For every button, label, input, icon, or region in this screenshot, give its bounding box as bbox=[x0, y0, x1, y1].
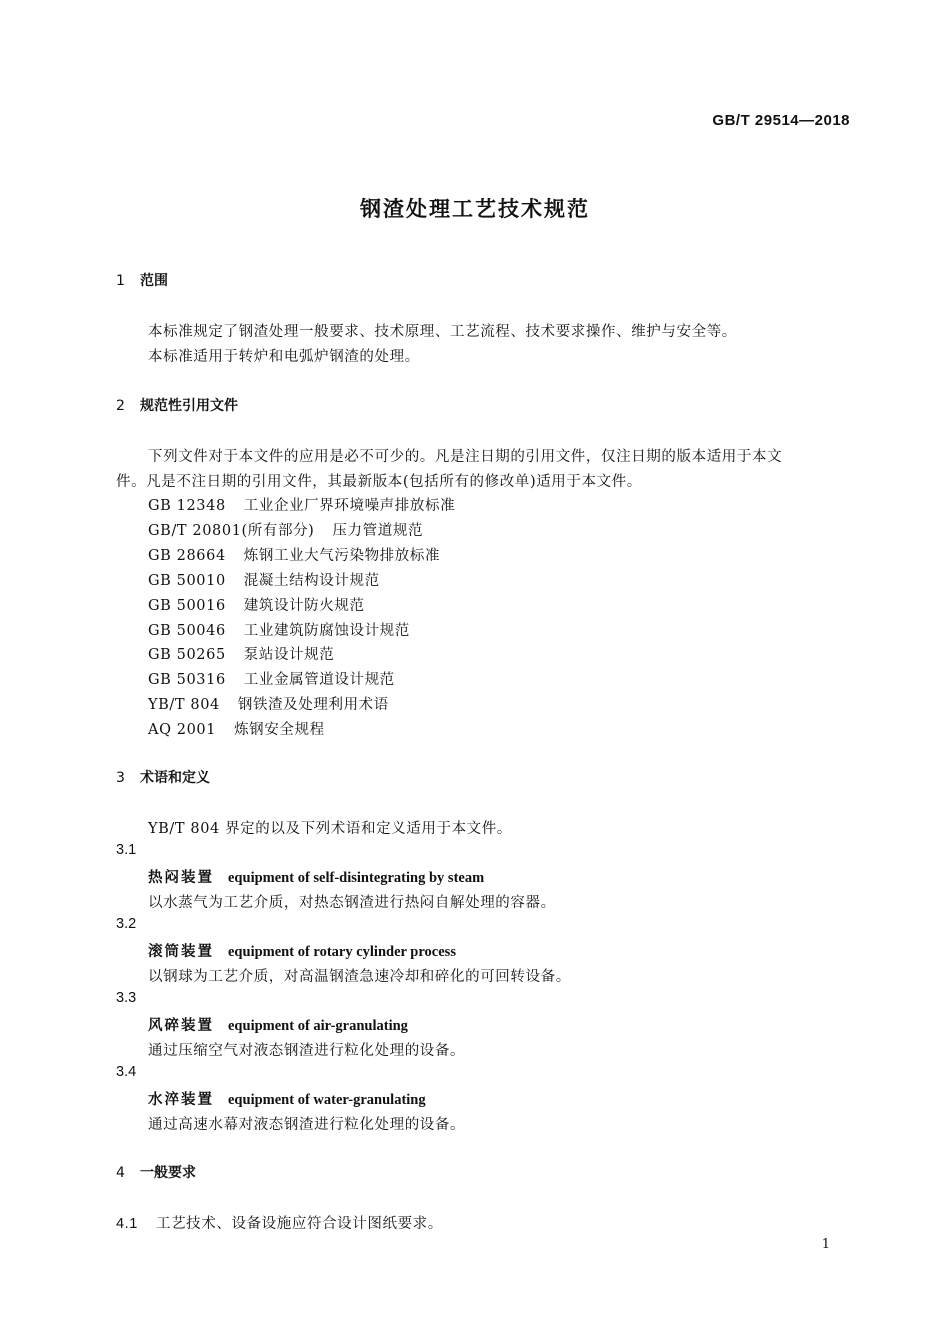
term-number: 3.3 bbox=[116, 990, 137, 1006]
section-heading-2 bbox=[116, 395, 238, 415]
reference-item bbox=[148, 494, 455, 515]
page-number: 1 bbox=[821, 1237, 830, 1252]
term-number: 3.1 bbox=[116, 842, 137, 858]
reference-title: 混凝土结构设计规范 bbox=[243, 573, 380, 589]
reference-item bbox=[148, 643, 334, 664]
section-heading-1 bbox=[116, 270, 168, 290]
term-english: equipment of self-disintegrating by steam bbox=[228, 870, 485, 886]
term-heading bbox=[148, 866, 484, 887]
term-definition: 以钢球为工艺介质，对高温钢渣急速冷却和碎化的可回转设备。 bbox=[148, 969, 571, 985]
term-number: 3.2 bbox=[116, 916, 137, 932]
normative-intro-line-2: 件。凡是不注日期的引用文件，其最新版本(包括所有的修改单)适用于本文件。 bbox=[116, 474, 642, 490]
clause-4-1 bbox=[116, 1212, 443, 1233]
reference-code: GB 50010 bbox=[148, 573, 226, 589]
reference-title: 钢铁渣及处理利用术语 bbox=[237, 697, 389, 713]
term-chinese: 热闷装置 bbox=[148, 870, 214, 886]
section-heading-3 bbox=[116, 767, 210, 787]
reference-item bbox=[148, 668, 395, 689]
normative-intro-line-1: 下列文件对于本文件的应用是必不可少的。凡是注日期的引用文件，仅注日期的版本适用于本文 bbox=[148, 449, 783, 465]
term-number: 3.4 bbox=[116, 1064, 137, 1080]
reference-title: 建筑设计防火规范 bbox=[243, 598, 365, 614]
reference-code: GB 50316 bbox=[148, 672, 226, 688]
clause-text: 工艺技术、设备设施应符合设计图纸要求。 bbox=[155, 1216, 443, 1232]
term-heading bbox=[148, 940, 456, 961]
term-definition: 以水蒸气为工艺介质，对热态钢渣进行热闷自解处理的容器。 bbox=[148, 895, 556, 911]
term-chinese: 风碎装置 bbox=[148, 1018, 214, 1034]
term-chinese: 水淬装置 bbox=[148, 1092, 214, 1108]
reference-title: 工业金属管道设计规范 bbox=[243, 672, 395, 688]
section-title: 一般要求 bbox=[140, 1165, 196, 1181]
term-english: equipment of water-granulating bbox=[228, 1092, 426, 1108]
scope-paragraph-2: 本标准适用于转炉和电弧炉钢渣的处理。 bbox=[148, 349, 420, 365]
term-chinese: 滚筒装置 bbox=[148, 944, 214, 960]
section-title: 规范性引用文件 bbox=[140, 398, 238, 414]
clause-number: 4.1 bbox=[116, 1216, 138, 1232]
term-definition: 通过压缩空气对液态钢渣进行粒化处理的设备。 bbox=[148, 1043, 466, 1059]
section-number: 2 bbox=[116, 398, 125, 414]
section-number: 4 bbox=[116, 1165, 125, 1181]
section-title: 术语和定义 bbox=[140, 770, 210, 786]
reference-title: 压力管道规范 bbox=[332, 523, 424, 539]
reference-code: GB 12348 bbox=[148, 498, 226, 514]
reference-code: YB/T 804 bbox=[148, 697, 220, 713]
reference-code: GB/T 20801(所有部分) bbox=[148, 523, 315, 539]
reference-title: 泵站设计规范 bbox=[243, 647, 335, 663]
term-definition: 通过高速水幕对液态钢渣进行粒化处理的设备。 bbox=[148, 1117, 466, 1133]
reference-title: 工业企业厂界环境噪声排放标准 bbox=[243, 498, 456, 514]
term-english: equipment of air-granulating bbox=[228, 1018, 408, 1034]
reference-item bbox=[148, 519, 423, 540]
scope-paragraph-1: 本标准规定了钢渣处理一般要求、技术原理、工艺流程、技术要求操作、维护与安全等。 bbox=[148, 324, 737, 340]
reference-code: AQ 2001 bbox=[148, 722, 217, 738]
reference-item bbox=[148, 693, 389, 714]
term-english: equipment of rotary cylinder process bbox=[228, 944, 456, 960]
reference-item bbox=[148, 569, 380, 590]
reference-code: GB 50265 bbox=[148, 647, 226, 663]
reference-title: 炼钢安全规程 bbox=[234, 722, 325, 738]
section-heading-4 bbox=[116, 1162, 196, 1182]
section-number: 3 bbox=[116, 770, 125, 786]
reference-item bbox=[148, 544, 440, 565]
terms-intro: YB/T 804 界定的以及下列术语和定义适用于本文件。 bbox=[148, 821, 512, 837]
reference-code: GB 28664 bbox=[148, 548, 226, 564]
reference-code: GB 50046 bbox=[148, 623, 226, 639]
term-heading bbox=[148, 1014, 408, 1035]
reference-item bbox=[148, 594, 365, 615]
reference-code: GB 50016 bbox=[148, 598, 226, 614]
reference-item bbox=[148, 718, 325, 739]
section-title: 范围 bbox=[140, 273, 168, 289]
section-number: 1 bbox=[116, 273, 125, 289]
reference-item bbox=[148, 619, 410, 640]
term-heading bbox=[148, 1088, 426, 1109]
document-title: 钢渣处理工艺技术规范 bbox=[360, 197, 590, 221]
reference-title: 炼钢工业大气污染物排放标准 bbox=[243, 548, 441, 564]
standard-number: GB/T 29514—2018 bbox=[712, 112, 850, 129]
reference-title: 工业建筑防腐蚀设计规范 bbox=[243, 623, 410, 639]
